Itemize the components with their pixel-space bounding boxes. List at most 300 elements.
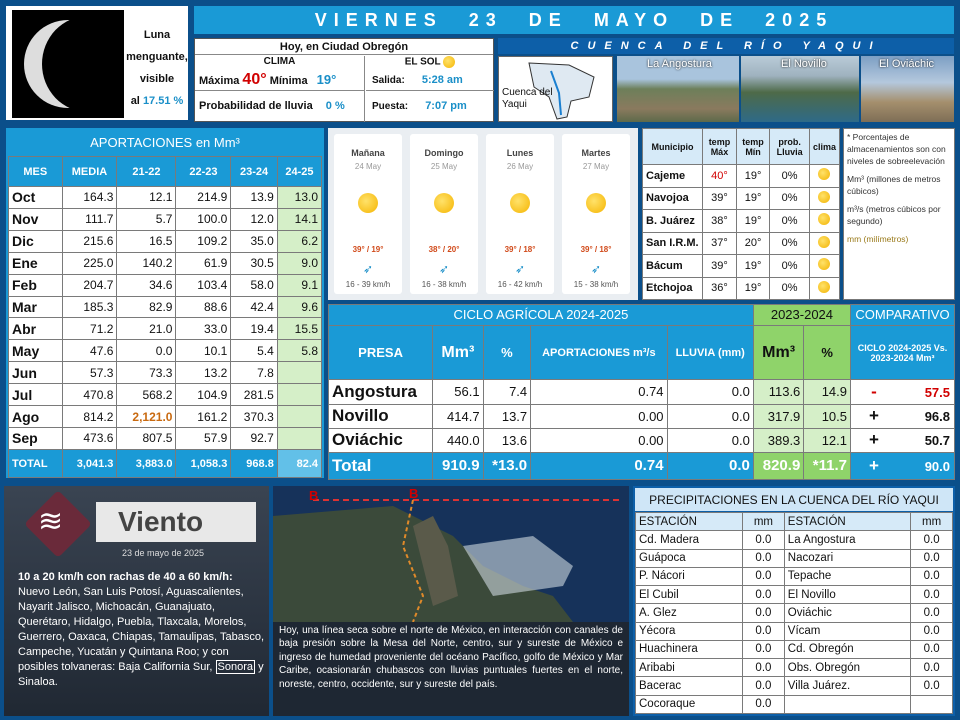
aport-cell: 13.9 (231, 187, 277, 209)
aport-cell: 104.9 (176, 384, 231, 406)
muni-cell: 38° (703, 210, 737, 233)
muni-clima (809, 232, 839, 255)
aport-cell: 568.2 (117, 384, 176, 406)
aport-row (9, 384, 322, 406)
wind-icon: ➶ (362, 262, 374, 276)
ciclo-cell: 317.9 (753, 404, 803, 428)
max-label: Máxima (199, 75, 240, 87)
precip-station: Bacerac (636, 677, 743, 695)
aport-cell: 109.2 (176, 230, 231, 252)
precip-mm: 0.0 (911, 622, 953, 640)
precip-mm: 0.0 (743, 622, 785, 640)
ciclo-col-header: Mm³ (433, 325, 483, 379)
sun-icon (443, 56, 455, 68)
aport-cell: 161.2 (176, 406, 231, 428)
sun-icon (818, 191, 830, 203)
aport-cell: 6.2 (277, 230, 321, 252)
moon-percent: 17.51 % (142, 95, 184, 107)
forecast-panel (328, 128, 638, 300)
aport-cell: 281.5 (231, 384, 277, 406)
ciclo-presa: Oviáchic (329, 428, 433, 452)
precip-station (784, 695, 910, 713)
ciclo-presa: Novillo (329, 404, 433, 428)
aport-cell: 34.6 (117, 274, 176, 296)
aport-cell: 12.0 (231, 208, 277, 230)
muni-cell: 39° (703, 187, 737, 210)
ciclo-title-row (329, 305, 955, 326)
ciclo-cell: 0.74 (531, 380, 667, 404)
ciclo-cell: 113.6 (753, 380, 803, 404)
basin-map-label: Cuenca del Yaqui (502, 87, 553, 110)
aport-month: Sep (9, 427, 63, 449)
muni-name: Bácum (643, 255, 703, 278)
muni-cell: 0% (770, 255, 810, 278)
forecast-date: 26 May (506, 162, 534, 171)
forecast-wind: 16 - 38 km/h (421, 280, 467, 289)
sun-icon (818, 213, 830, 225)
aport-month: Nov (9, 208, 63, 230)
aport-cell: 82.9 (117, 296, 176, 318)
muni-row (643, 277, 840, 300)
wind-glyph: ≋ (38, 505, 64, 538)
aport-total-cell: 3,041.3 (62, 450, 117, 478)
ciclo-row (329, 380, 955, 404)
today-panel (194, 38, 494, 122)
notes-panel (843, 128, 955, 300)
aport-cell: 57.9 (176, 427, 231, 449)
aport-cell: 7.8 (231, 362, 277, 384)
ciclo-cell: 0.0 (667, 380, 753, 404)
ciclo-comp-cell (851, 428, 955, 452)
ciclo-cell: 0.0 (667, 428, 753, 452)
ciclo-col-header: LLUVIA (mm) (667, 325, 753, 379)
precip-station: Aribabi (636, 659, 743, 677)
precip-mm: 0.0 (743, 695, 785, 713)
precip-station: Yécora (636, 622, 743, 640)
ciclo-header-row (329, 325, 955, 379)
precip-row (636, 549, 953, 567)
aport-cell: 807.5 (117, 427, 176, 449)
muni-cell: 0% (770, 232, 810, 255)
rain-label: Probabilidad de lluvia (199, 100, 313, 112)
ciclo-row (329, 452, 955, 479)
aport-row (9, 208, 322, 230)
aport-cell: 225.0 (62, 252, 117, 274)
aport-cell: 12.1 (117, 187, 176, 209)
muni-row (643, 165, 840, 188)
aport-header-row (9, 157, 322, 187)
forecast-wind: 16 - 42 km/h (497, 280, 543, 289)
aport-month: Feb (9, 274, 63, 296)
aport-cell: 57.3 (62, 362, 117, 384)
muni-cell: 19° (736, 165, 769, 188)
forecast-temp: 39° / 18° (504, 245, 536, 254)
precip-row (636, 531, 953, 549)
ciclo-cell: 910.9 (433, 452, 483, 479)
aport-col-header: 22-23 (176, 157, 231, 187)
aport-col-header: 23-24 (231, 157, 277, 187)
aport-cell: 21.0 (117, 318, 176, 340)
today-title: Hoy, en Ciudad Obregón (195, 39, 493, 55)
precip-col-header: mm (743, 513, 785, 531)
aport-cell: 370.3 (231, 406, 277, 428)
precip-station: Nacozari (784, 549, 910, 567)
low-pressure-b2: B (409, 486, 419, 501)
aport-row (9, 274, 322, 296)
muni-cell: 19° (736, 255, 769, 278)
ciclo-sign: + (869, 430, 879, 450)
max-temp: 40° (242, 71, 267, 88)
aport-cell: 71.2 (62, 318, 117, 340)
aport-cell: 42.4 (231, 296, 277, 318)
precip-mm: 0.0 (743, 640, 785, 658)
low-pressure-b1: B (309, 488, 319, 503)
ciclo-cell: 13.7 (483, 404, 531, 428)
puesta-value: 7:07 pm (425, 100, 467, 112)
aport-row (9, 362, 322, 384)
puesta-label: Puesta: (372, 101, 409, 112)
ciclo-cell: 0.0 (667, 404, 753, 428)
aport-cell: 35.0 (231, 230, 277, 252)
aport-cell: 61.9 (176, 252, 231, 274)
precip-station: El Cubil (636, 586, 743, 604)
ciclo-comp-value: 90.0 (924, 458, 950, 474)
ciclo-title-comp: COMPARATIVO (851, 305, 955, 326)
muni-cell: 40° (703, 165, 737, 188)
aport-cell: 103.4 (176, 274, 231, 296)
aport-cell: 214.9 (176, 187, 231, 209)
ciclo-cell: *13.0 (483, 452, 531, 479)
sun-icon (586, 193, 606, 213)
forecast-card (486, 134, 554, 294)
aport-row (9, 187, 322, 209)
aport-cell: 30.5 (231, 252, 277, 274)
aport-cell: 58.0 (231, 274, 277, 296)
wind-icon: ➶ (590, 262, 602, 276)
precip-title: PRECIPITACIONES EN LA CUENCA DEL RÍO YAQUI (635, 488, 953, 512)
precip-mm: 0.0 (911, 531, 953, 549)
viento-range: 10 a 20 km/h con rachas de 40 a 60 km/h: (18, 571, 233, 583)
aport-cell: 473.6 (62, 427, 117, 449)
note-m3s: m³/s (metros cúbicos por segundo) (847, 204, 941, 226)
muni-row (643, 232, 840, 255)
basin-header: CUENCA DEL RÍO YAQUI (498, 38, 954, 54)
satellite-text: Hoy, una línea seca sobre el norte de México, en interacción con canales de baja presión sobre la Mesa del Norte, centro, sur y sureste de México e ingreso de humedad proveniente del océano Pacífico, golfo de México y Mar Caribe, ocasionarán chubascos con lluvias puntuales fuertes en el norte, noreste, centro, occidente, sur y sureste del país. (279, 625, 623, 690)
muni-cell: 19° (736, 187, 769, 210)
muni-cell: 36° (703, 277, 737, 300)
sun-icon (510, 193, 530, 213)
moon-label-2: menguante, (126, 51, 188, 63)
note-mm: mm (milímetros) (847, 234, 909, 244)
precip-mm: 0.0 (911, 659, 953, 677)
photo-novillo (741, 56, 859, 122)
ciclo-row (329, 428, 955, 452)
aport-month: Mar (9, 296, 63, 318)
salida-value: 5:28 am (421, 74, 463, 86)
muni-cell: 0% (770, 187, 810, 210)
ciclo-comp-cell (851, 380, 955, 404)
aport-row (9, 318, 322, 340)
aport-cell: 13.0 (277, 187, 321, 209)
clima-label: CLIMA (263, 56, 296, 67)
precip-col-header: mm (911, 513, 953, 531)
moon-image (12, 10, 124, 118)
precip-station: Cd. Madera (636, 531, 743, 549)
forecast-day: Domingo (424, 148, 464, 158)
satellite-map (273, 486, 629, 622)
precip-col-header: ESTACIÓN (784, 513, 910, 531)
forecast-date: 25 May (430, 162, 458, 171)
precip-station: Vícam (784, 622, 910, 640)
forecast-day: Lunes (506, 148, 534, 158)
min-temp: 19° (316, 72, 337, 87)
precip-col-header: ESTACIÓN (636, 513, 743, 531)
ciclo-col-header: PRESA (329, 325, 433, 379)
muni-name: San I.R.M. (643, 232, 703, 255)
precip-row (636, 604, 953, 622)
precip-station: Villa Juárez. (784, 677, 910, 695)
aport-cell: 9.0 (277, 252, 321, 274)
aport-month: Abr (9, 318, 63, 340)
ciclo-title: CICLO AGRÍCOLA 2024-2025 (329, 305, 754, 326)
sun-icon (818, 236, 830, 248)
forecast-temp: 39° / 19° (352, 245, 384, 254)
aport-cell: 100.0 (176, 208, 231, 230)
muni-name: Etchojoa (643, 277, 703, 300)
aport-cell: 164.3 (62, 187, 117, 209)
photo-oviachic-label: El Oviáchic (879, 58, 935, 70)
muni-cell: 19° (736, 210, 769, 233)
ciclo-col-header: % (804, 325, 851, 379)
muni-header-row (643, 129, 840, 165)
ciclo-col-header: CICLO 2024-2025 Vs. 2023-2024 Mm³ (851, 325, 955, 379)
ciclo-cell: 0.00 (531, 404, 667, 428)
precip-mm: 0.0 (743, 677, 785, 695)
aport-col-header: MES (9, 157, 63, 187)
forecast-date: 27 May (582, 162, 610, 171)
forecast-wind: 15 - 38 km/h (573, 280, 619, 289)
viento-panel (4, 486, 269, 716)
aport-total-cell: 3,883.0 (117, 450, 176, 478)
photo-novillo-label: El Novillo (781, 58, 827, 70)
precip-row (636, 677, 953, 695)
aport-row (9, 296, 322, 318)
ciclo-comp-cell (851, 404, 955, 428)
muni-cell: 0% (770, 165, 810, 188)
muni-clima (809, 165, 839, 188)
aport-cell: 5.7 (117, 208, 176, 230)
muni-row (643, 210, 840, 233)
ciclo-sign: - (871, 381, 877, 401)
aport-row (9, 427, 322, 449)
precip-station: Cocoraque (636, 695, 743, 713)
precip-row (636, 567, 953, 585)
ciclo-cell: *11.7 (804, 452, 851, 479)
municipios-table (642, 128, 840, 300)
aport-row (9, 340, 322, 362)
viento-states: Nuevo León, San Luis Potosí, Aguascalientes, Nayarit Jalisco, Michoacán, Guanajuato, Querétaro, Hidalgo, Puebla, Tlaxcala, Morelos, Guerrero, Oaxaca, Chiapas, Tamaulipas, Tabasco, Campeche, Yucatán y Quintana Roo; y con posibles tolvaneras: Baja California Sur, (18, 586, 265, 673)
forecast-wind: 16 - 39 km/h (345, 280, 391, 289)
wind-icon: ➶ (438, 262, 450, 276)
aport-cell (277, 427, 321, 449)
muni-clima (809, 210, 839, 233)
muni-cell: 0% (770, 277, 810, 300)
precip-station: La Angostura (784, 531, 910, 549)
muni-name: Cajeme (643, 165, 703, 188)
ciclo-cell: 14.9 (804, 380, 851, 404)
photo-angostura-label: La Angostura (647, 58, 712, 70)
date-header: VIERNES 23 DE MAYO DE 2025 (194, 6, 954, 34)
sun-icon (818, 168, 830, 180)
ciclo-cell: 389.3 (753, 428, 803, 452)
forecast-card (562, 134, 630, 294)
precip-station: Obs. Obregón (784, 659, 910, 677)
aport-col-header: 24-25 (277, 157, 321, 187)
ciclo-cell: 10.5 (804, 404, 851, 428)
ciclo-cell: 0.74 (531, 452, 667, 479)
ciclo-sign: + (869, 455, 879, 475)
muni-col-header: Municipio (643, 129, 703, 165)
aport-cell: 215.6 (62, 230, 117, 252)
aport-row (9, 406, 322, 428)
muni-cell: 39° (703, 255, 737, 278)
sun-icon (358, 193, 378, 213)
precip-station: Cd. Obregón (784, 640, 910, 658)
ciclo-cell: 820.9 (753, 452, 803, 479)
ciclo-comp-value: 57.5 (924, 384, 950, 400)
aport-month: Jun (9, 362, 63, 384)
ciclo-sign: + (869, 406, 879, 426)
sun-icon (818, 258, 830, 270)
aport-cell: 47.6 (62, 340, 117, 362)
precip-row (636, 695, 953, 713)
moon-panel (4, 4, 190, 122)
muni-col-header: clima (809, 129, 839, 165)
precip-mm: 0.0 (743, 549, 785, 567)
precip-station: Huachinera (636, 640, 743, 658)
aport-month: May (9, 340, 63, 362)
salida-label: Salida: (372, 75, 405, 86)
forecast-card (334, 134, 402, 294)
aport-row (9, 230, 322, 252)
moon-label-4: al (130, 95, 140, 107)
precip-mm (911, 695, 953, 713)
note-mm3: Mm³ (millones de metros cúbicos) (847, 174, 941, 196)
aport-cell: 14.1 (277, 208, 321, 230)
precip-station: P. Nácori (636, 567, 743, 585)
aport-total-cell: TOTAL (9, 450, 63, 478)
aport-cell: 16.5 (117, 230, 176, 252)
aportaciones-table (6, 128, 324, 478)
muni-clima (809, 187, 839, 210)
aport-cell: 140.2 (117, 252, 176, 274)
aportaciones-title: APORTACIONES en Mm³ (8, 130, 322, 156)
ciclo-col-header: APORTACIONES m³/s (531, 325, 667, 379)
precip-station: El Novillo (784, 586, 910, 604)
aport-cell: 19.4 (231, 318, 277, 340)
forecast-temp: 39° / 18° (580, 245, 612, 254)
precip-mm: 0.0 (911, 677, 953, 695)
muni-name: Navojoa (643, 187, 703, 210)
sun-icon (818, 281, 830, 293)
wind-icon: ➶ (514, 262, 526, 276)
precip-station: Tepache (784, 567, 910, 585)
precip-station: A. Glez (636, 604, 743, 622)
aport-cell: 204.7 (62, 274, 117, 296)
muni-col-header: temp Máx (703, 129, 737, 165)
precip-mm: 0.0 (743, 586, 785, 604)
aport-col-header: MEDIA (62, 157, 117, 187)
ciclo-col-header: Mm³ (753, 325, 803, 379)
forecast-date: 24 May (354, 162, 382, 171)
viento-states-end: y Sinaloa. (18, 661, 264, 688)
photo-oviachic (861, 56, 954, 122)
ciclo-comp-cell (851, 452, 955, 479)
precip-header-row (636, 513, 953, 531)
ciclo-cell: 7.4 (483, 380, 531, 404)
aport-month: Jul (9, 384, 63, 406)
aport-cell (277, 406, 321, 428)
moon-label-1: Luna (143, 29, 171, 41)
muni-cell: 0% (770, 210, 810, 233)
precip-row (636, 640, 953, 658)
ciclo-cell: 0.0 (667, 452, 753, 479)
forecast-card (410, 134, 478, 294)
viento-title-box (96, 502, 256, 542)
aport-month: Oct (9, 187, 63, 209)
sun-icon (434, 193, 454, 213)
precip-mm: 0.0 (911, 604, 953, 622)
precip-station: Guápoca (636, 549, 743, 567)
ciclo-comp-value: 50.7 (924, 433, 950, 449)
muni-col-header: temp Mín (736, 129, 769, 165)
aport-cell: 814.2 (62, 406, 117, 428)
ciclo-table (328, 304, 955, 480)
ciclo-cell: 414.7 (433, 404, 483, 428)
ciclo-cell: 440.0 (433, 428, 483, 452)
aport-cell: 92.7 (231, 427, 277, 449)
aport-cell: 185.3 (62, 296, 117, 318)
precip-mm: 0.0 (743, 531, 785, 549)
forecast-temp: 38° / 20° (428, 245, 460, 254)
aport-total-cell: 968.8 (231, 450, 277, 478)
viento-title: Viento (118, 506, 204, 537)
photo-angostura (617, 56, 739, 122)
aport-cell: 13.2 (176, 362, 231, 384)
aport-total-row (9, 450, 322, 478)
aport-cell: 88.6 (176, 296, 231, 318)
aport-month: Ene (9, 252, 63, 274)
muni-col-header: prob. Lluvia (770, 129, 810, 165)
aport-cell: 10.1 (176, 340, 231, 362)
muni-name: B. Juárez (643, 210, 703, 233)
precip-row (636, 622, 953, 640)
precip-panel (633, 486, 955, 716)
viento-date: 23 de mayo de 2025 (122, 548, 205, 558)
ciclo-col-header: % (483, 325, 531, 379)
ciclo-presa: Angostura (329, 380, 433, 404)
muni-clima (809, 277, 839, 300)
muni-cell: 20° (736, 232, 769, 255)
ciclo-row (329, 404, 955, 428)
precip-mm: 0.0 (911, 567, 953, 585)
precip-mm: 0.0 (911, 549, 953, 567)
precip-row (636, 586, 953, 604)
precip-station: Oviáchic (784, 604, 910, 622)
aport-cell: 2,121.0 (117, 406, 176, 428)
precip-mm: 0.0 (743, 567, 785, 585)
ciclo-comp-value: 96.8 (924, 409, 950, 425)
